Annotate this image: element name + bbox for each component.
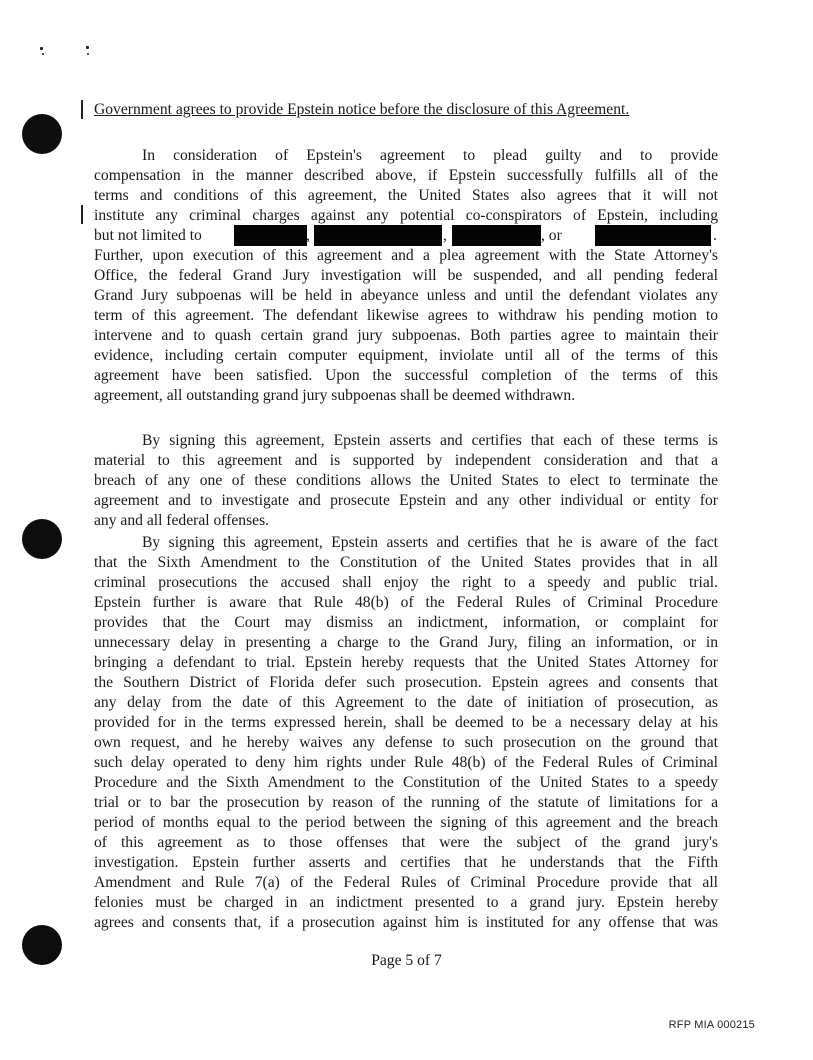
paragraph-3-line: bringing a defendant to trial. Epstein hereby requests that the United States Attorney for bbox=[94, 654, 718, 671]
redaction-joiner: , or bbox=[541, 227, 562, 244]
paragraph-3-line: that the Sixth Amendment to the Constitution of the United States provides that in all bbox=[94, 554, 718, 571]
paragraph-2-line: any and all federal offenses. bbox=[94, 512, 270, 529]
bates-number: RFP MIA 000215 bbox=[668, 1019, 755, 1031]
paragraph-3-line: By signing this agreement, Epstein asserts and certifies that he is aware of the fact bbox=[142, 534, 718, 551]
paragraph-1-line: terms and conditions of this agreement, the United States also agrees that it will not bbox=[94, 187, 718, 204]
paragraph-3-line: Procedure and the Sixth Amendment to the Constitution of the United States to a speedy bbox=[94, 774, 718, 791]
redaction-joiner: , bbox=[443, 227, 447, 244]
paragraph-2-line: By signing this agreement, Epstein asserts and certifies that each of these terms is bbox=[142, 432, 718, 449]
paragraph-3-line: the Southern District of Florida defer such prosecution. Epstein agrees and consents that bbox=[94, 674, 718, 691]
paragraph-1-line: term of this agreement. The defendant likewise agrees to withdraw his pending motion to bbox=[94, 307, 718, 324]
paragraph-3-line: Amendment and Rule 7(a) of the Federal Rules of Criminal Procedure provide that all bbox=[94, 874, 718, 891]
paragraph-3-line: investigation. Epstein further asserts and certifies that he understands that the Fifth bbox=[94, 854, 718, 871]
paragraph-3-line: such delay operated to deny him rights under Rule 48(b) of the Federal Rules of Criminal bbox=[94, 754, 718, 771]
page-number: Page 5 of 7 bbox=[371, 952, 442, 969]
redaction-block bbox=[234, 225, 307, 246]
binder-hole bbox=[22, 519, 62, 559]
revision-bar bbox=[81, 205, 83, 224]
redaction-joiner: , bbox=[306, 227, 310, 244]
paragraph-1-line: Grand Jury subpoenas will be held in abeyance unless and until the defendant violates any bbox=[94, 287, 718, 304]
paragraph-1-line: agreement have been satisfied. Upon the successful completion of the terms of this bbox=[94, 367, 718, 384]
redaction-block bbox=[452, 225, 541, 246]
scan-speck bbox=[42, 53, 44, 55]
paragraph-3-line: trial or to bar the prosecution by reason of the running of the statute of limitations for a bbox=[94, 794, 718, 811]
paragraph-3-line: agrees and consents that, if a prosecution against him is instituted for any offense that was bbox=[94, 914, 718, 931]
paragraph-3-line: provides that the Court may dismiss an indictment, information, or complaint for bbox=[94, 614, 718, 631]
redaction-block bbox=[314, 225, 442, 246]
header-line: Government agrees to provide Epstein notice before the disclosure of this Agreement. bbox=[94, 101, 630, 118]
scan-speck bbox=[87, 53, 89, 55]
paragraph-1-line: compensation in the manner described above, if Epstein successfully fulfills all of the bbox=[94, 167, 718, 184]
paragraph-3-line: any delay from the date of this Agreement to the date of initiation of prosecution, as bbox=[94, 694, 718, 711]
paragraph-3-line: unnecessary delay in presenting a charge to the Grand Jury, filing an information, or in bbox=[94, 634, 718, 651]
binder-hole bbox=[22, 114, 62, 154]
redaction-block bbox=[595, 225, 711, 246]
scan-speck bbox=[86, 46, 89, 49]
paragraph-1-line: evidence, including certain computer equipment, inviolate until all of the terms of this bbox=[94, 347, 718, 364]
paragraph-3-line: period of months equal to the period between the signing of this agreement and the breach bbox=[94, 814, 718, 831]
paragraph-2-line: agreement and to investigate and prosecute Epstein and any other individual or entity for bbox=[94, 492, 718, 509]
paragraph-3-line: provided for in the terms expressed herein, shall be deemed to be a necessary delay at his bbox=[94, 714, 718, 731]
paragraph-3-line: of this agreement as to those offenses that were the subject of the grand jury's bbox=[94, 834, 718, 851]
paragraph-1-line: intervene and to quash certain grand jury subpoenas. Both parties agree to maintain their bbox=[94, 327, 718, 344]
redaction-line-end: . bbox=[713, 227, 717, 244]
paragraph-3-line: own request, and he hereby waives any defense to such prosecution on the ground that bbox=[94, 734, 718, 751]
paragraph-2-line: material to this agreement and is supported by independent consideration and that a bbox=[94, 452, 718, 469]
paragraph-2-line: breach of any one of these conditions allows the United States to elect to terminate the bbox=[94, 472, 718, 489]
revision-bar bbox=[81, 100, 83, 119]
paragraph-1-line: In consideration of Epstein's agreement to plead guilty and to provide bbox=[142, 147, 718, 164]
paragraph-1-line: Office, the federal Grand Jury investigation will be suspended, and all pending federal bbox=[94, 267, 718, 284]
paragraph-1-line: institute any criminal charges against any potential co-conspirators of Epstein, including bbox=[94, 207, 718, 224]
scan-speck bbox=[40, 47, 43, 50]
paragraph-3-line: Epstein further is aware that Rule 48(b) of the Federal Rules of Criminal Procedure bbox=[94, 594, 718, 611]
redaction-line-lead: but not limited to bbox=[94, 227, 202, 244]
paragraph-1-line: agreement, all outstanding grand jury subpoenas shall be deemed withdrawn. bbox=[94, 387, 576, 404]
paragraph-3-line: criminal prosecutions the accused shall enjoy the right to a speedy and public trial. bbox=[94, 574, 718, 591]
paragraph-3-line: felonies must be charged in an indictment presented to a grand jury. Epstein hereby bbox=[94, 894, 718, 911]
paragraph-1-line: Further, upon execution of this agreement and a plea agreement with the State Attorney's bbox=[94, 247, 718, 264]
